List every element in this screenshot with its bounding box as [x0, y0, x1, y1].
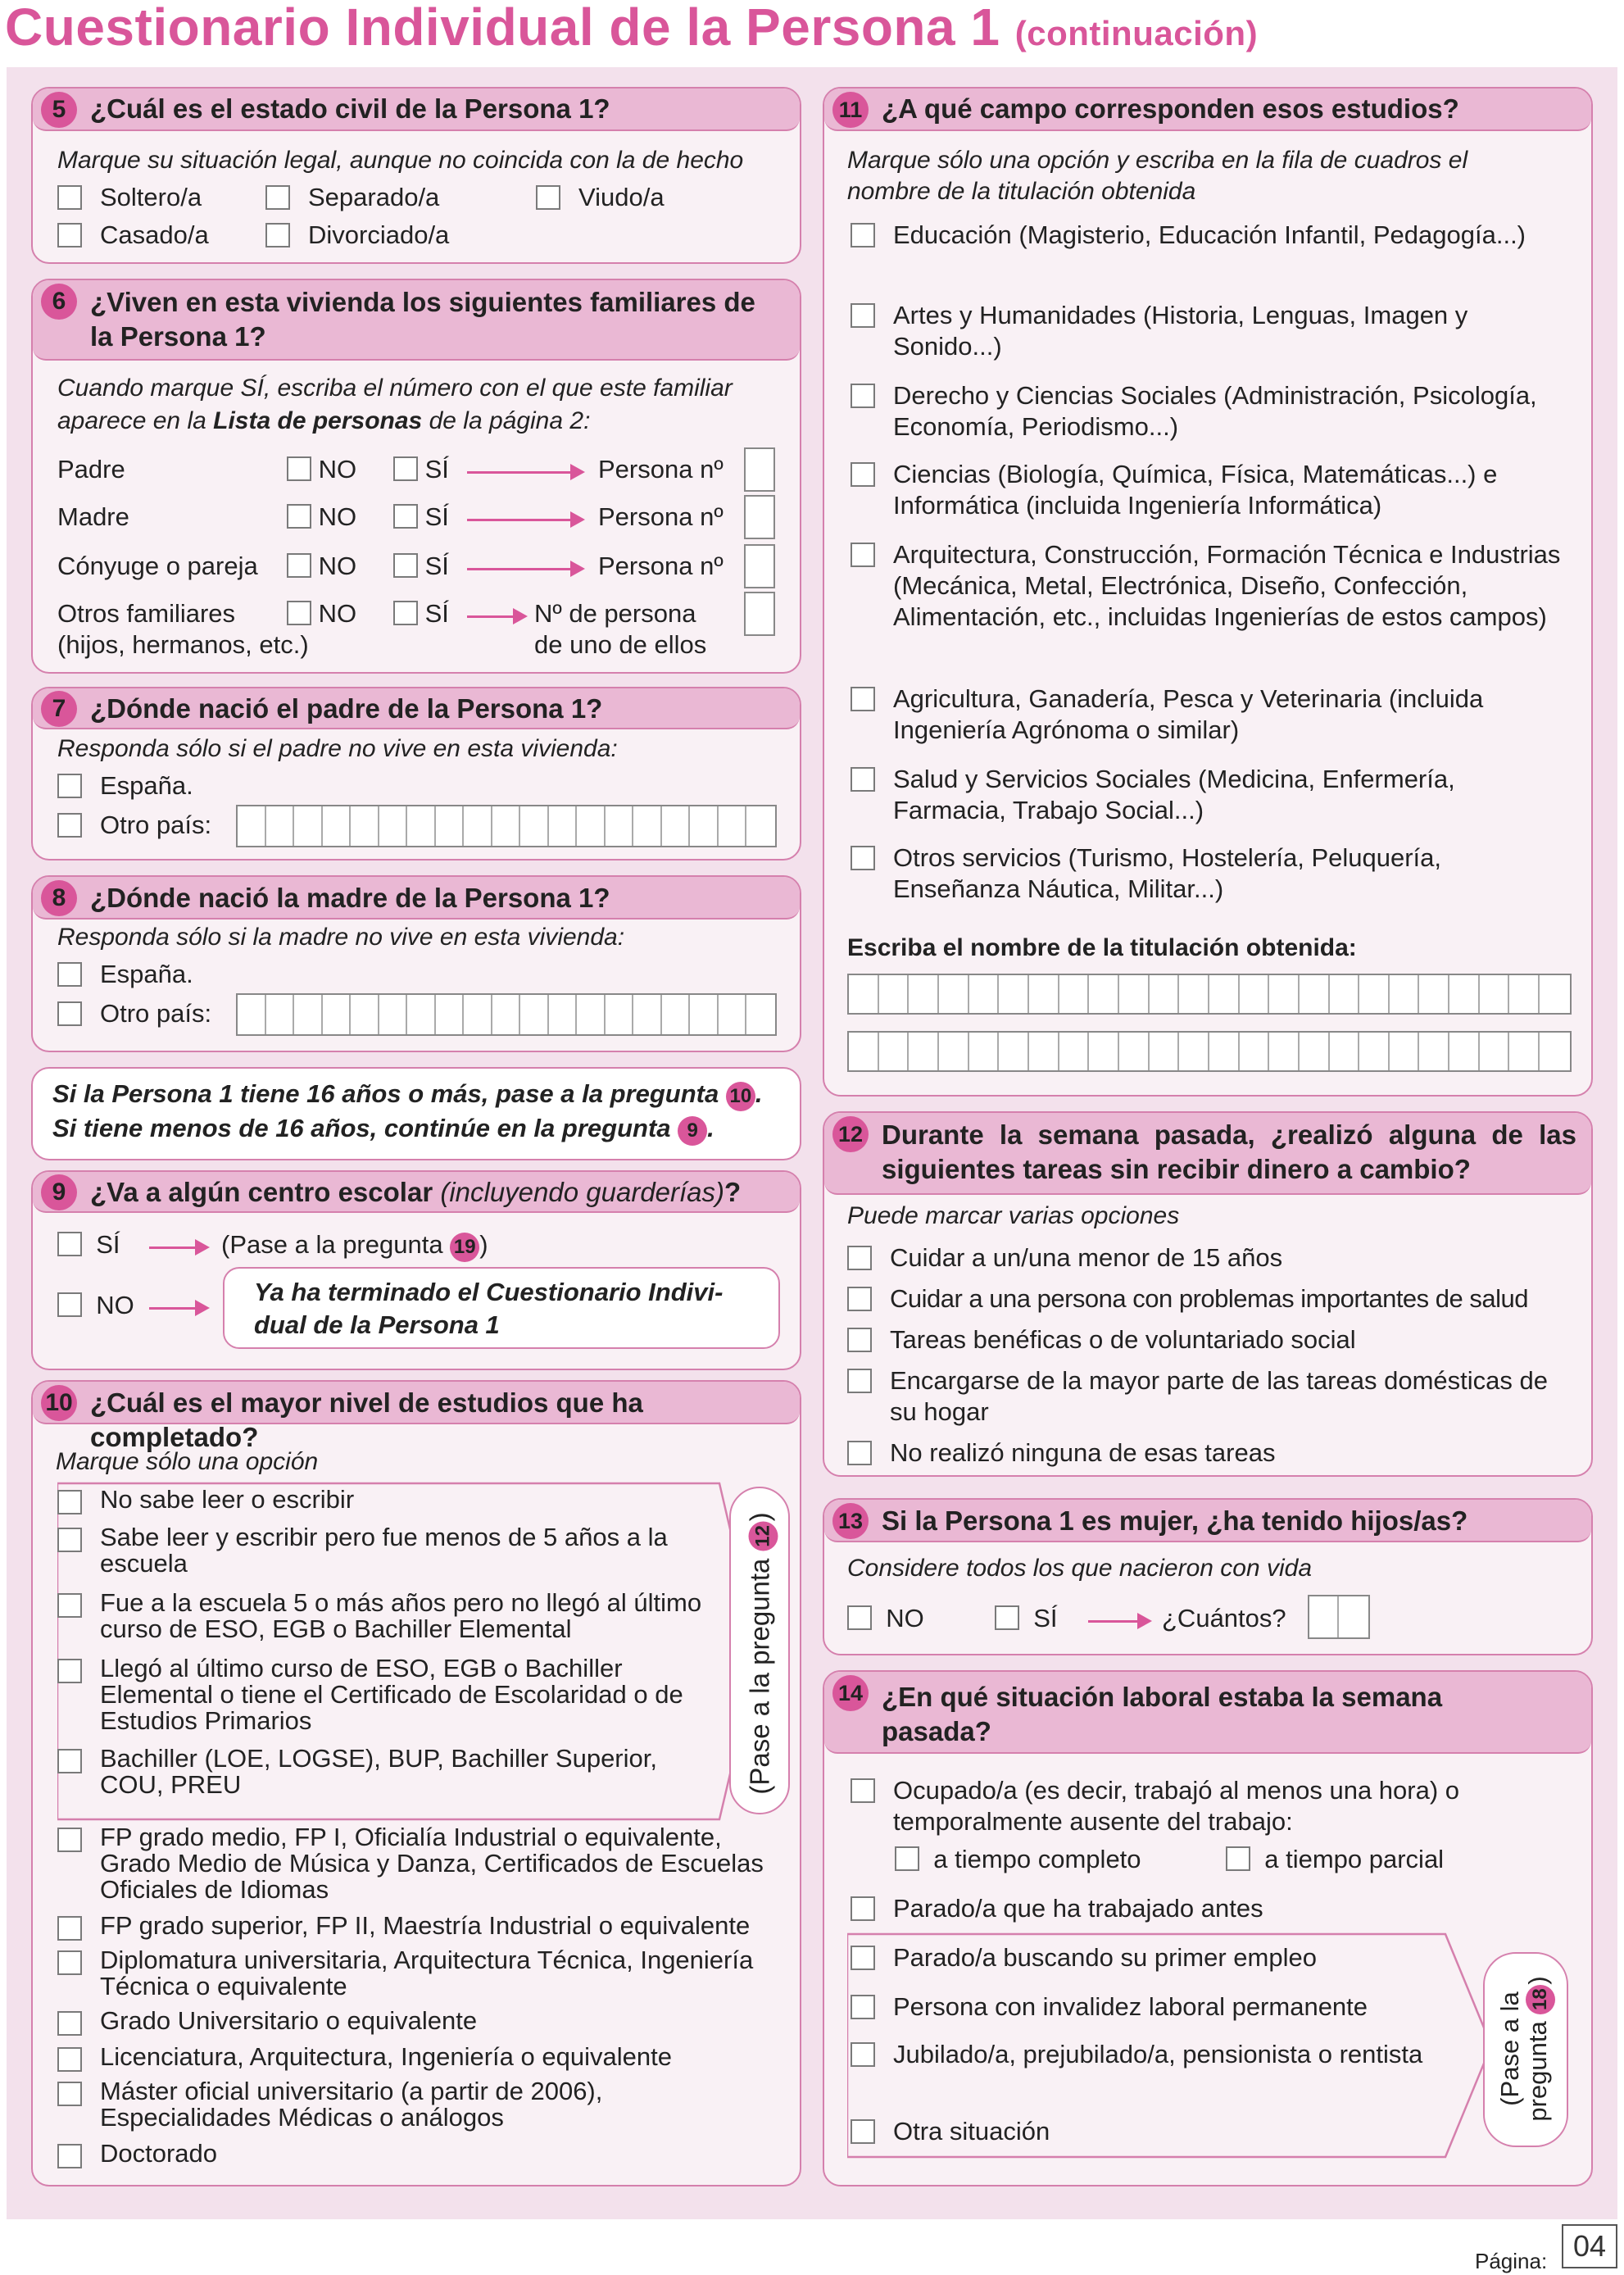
char-cell[interactable] [549, 806, 578, 846]
yes-option[interactable]: SÍ [57, 1229, 120, 1260]
question-number: 9 [41, 1174, 77, 1210]
char-cell[interactable] [1359, 975, 1390, 1013]
goto-text: (Pase a la pregunta 12) [745, 1490, 778, 1818]
char-cell[interactable] [1330, 1033, 1360, 1070]
arrow-icon [149, 1246, 206, 1249]
char-cell[interactable] [606, 995, 634, 1034]
char-cell[interactable] [351, 995, 379, 1034]
question-title: ¿Dónde nació la madre de la Persona 1? [90, 883, 610, 913]
char-cell[interactable] [1269, 975, 1300, 1013]
char-cell[interactable] [1419, 1033, 1449, 1070]
char-cell[interactable] [662, 806, 691, 846]
char-cell[interactable] [1150, 1033, 1180, 1070]
char-cell[interactable] [407, 806, 436, 846]
char-cell[interactable] [238, 995, 266, 1034]
question-11: 11 ¿A qué campo corresponden esos estudios? Marque sólo una opción y escriba en la fila de cuadros el nombre de la titulación obtenida Educación (Magisterio, Educación Infantil, Pedagogía...) Artes y Humanidades (Historia, Lenguas, Imagen y Sonido...) Derecho y Ciencias Sociales (Administración, Psicología, Economía, Periodismo...) Ciencias (Biología, Química, Física, Matemáticas...) e Informática (incluida Ingeniería Informática) Arquitectura, Construcción, Formación Técnica e Industrias (Mecánica, Metal, Electrónica, Diseño, Confección, Alimentación, etc., incluidas Ingenierías de estos campos) Agricultura, Ganadería, Pesca y Veterinaria (incluida Ingeniería Agrónoma o similar) Salud y Servicios Sociales (Medicina, Enfermería, Farmacia, Trabajo Social...) Otros servicios (Turismo, Hostelería, Peluquería, Enseñanza Náutica, Militar...) Escriba el nombre de la titulación obtenida: [823, 87, 1593, 1097]
char-cell[interactable] [1509, 975, 1540, 1013]
char-cell[interactable] [746, 806, 775, 846]
char-cell[interactable] [549, 995, 578, 1034]
yes-option[interactable]: SÍ [995, 1603, 1058, 1634]
question-10: 10 ¿Cuál es el mayor nivel de estudios que ha completado? Marque sólo una opción No sabe leer o escribir Sabe leer y escribir pero fue menos de 5 años a la escuela Fue a la escuela 5 o más años pero no llegó al último curso de ESO, EGB o Bachiller Elemental Llegó al último curso de ESO, EGB o Bachiller Elemental o tiene el Certificado de Escolaridad o de Estudios Primarios Bachiller (LOE, LOGSE), BUP, Bachiller Superior, COU, PREU (Pase a la pregunta 12) FP grado medio, FP I, Oficialía Industrial o equivalente, Grado Medio de Música y Danza, Certificados de Escuelas Oficiales de Idiomas FP grado superior, FP II, Maestría Industrial o equivalente Diplomatura universitaria, Arquitectura Técnica, Ingeniería Técnica o equivalente Grado Universitario o equivalente Licenciatura, Arquitectura, Ingeniería o equivalente Máster oficial universitario (a partir de 2006), Especialidades Médicas o análogos Doctorado [31, 1380, 801, 2186]
question-number: 12 [832, 1116, 869, 1152]
char-cell[interactable] [379, 995, 408, 1034]
question-12: 12 Durante la semana pasada, ¿realizó alguna de las siguientes tareas sin recibir dinero a cambio? Puede marcar varias opciones Cuidar a un/una menor de 15 años Cuidar a una persona con problemas importantes de salud Tareas benéficas o de voluntariado social Encargarse de la mayor parte de las tareas domésticas de su hogar No realizó ninguna de esas tareas [823, 1111, 1593, 1477]
char-cell[interactable] [1089, 975, 1119, 1013]
char-cell[interactable] [1150, 975, 1180, 1013]
part-time-option[interactable]: a tiempo parcial [1226, 1844, 1444, 1875]
instruction: Marque sólo una opción [56, 1448, 319, 1475]
char-cell[interactable] [266, 995, 295, 1034]
char-cell[interactable] [1179, 1033, 1209, 1070]
no-option[interactable]: NO [287, 454, 356, 485]
char-cell[interactable] [1540, 1033, 1570, 1070]
char-cell[interactable] [939, 975, 969, 1013]
goto-pill [729, 1487, 790, 1814]
question-number: 5 [41, 92, 77, 128]
char-cell[interactable] [1300, 975, 1330, 1013]
char-cell[interactable] [464, 995, 492, 1034]
char-cell[interactable] [746, 995, 775, 1034]
char-cell[interactable] [849, 1033, 879, 1070]
instruction: Marque sólo una opción y escriba en la fila de cuadros el [847, 147, 1468, 174]
char-cell[interactable] [323, 806, 352, 846]
char-cell[interactable] [436, 806, 465, 846]
person-number-box[interactable] [744, 544, 775, 588]
question-number: 6 [41, 284, 77, 320]
instruction: Responda sólo si la madre no vive en esta vivienda: [57, 924, 625, 951]
char-cell[interactable] [379, 806, 408, 846]
end-message: Ya ha terminado el Cuestionario Indivi- dual de la Persona 1 [223, 1267, 780, 1349]
instruction-line-2: nombre de la titulación obtenida [847, 178, 1196, 205]
char-cell[interactable] [1240, 975, 1270, 1013]
person-number-box[interactable] [744, 592, 775, 636]
question-title: ¿Cuál es el mayor nivel de estudios que ha completado? [90, 1387, 643, 1452]
arrow-icon [467, 519, 582, 521]
char-cell[interactable] [1480, 1033, 1510, 1070]
routing-note [31, 1067, 801, 1160]
char-cell[interactable] [1179, 975, 1209, 1013]
page-number: 04 [1562, 2224, 1617, 2268]
arrow-icon [467, 615, 524, 618]
question-title: ¿En qué situación laboral estaba la semana pasada? [882, 1682, 1443, 1746]
char-cell[interactable] [436, 995, 465, 1034]
question-number: 10 [41, 1385, 77, 1421]
char-cell[interactable] [1089, 1033, 1119, 1070]
note-line-2: Si tiene menos de 16 años, continúe en la pregunta 9 . [52, 1113, 714, 1146]
no-option[interactable]: NO [287, 502, 356, 533]
instruction: Considere todos los que nacieron con vida [847, 1555, 1313, 1582]
country-input-grid[interactable] [236, 805, 777, 847]
char-cell[interactable] [294, 995, 323, 1034]
char-cell[interactable] [662, 995, 691, 1034]
question-title: Durante la semana pasada, ¿realizó alguna de las siguientes tareas sin recibir dinero a cambio? [882, 1119, 1576, 1184]
char-cell[interactable] [1209, 1033, 1240, 1070]
checkbox[interactable] [57, 223, 82, 247]
yes-option[interactable]: SÍ [393, 551, 449, 582]
target-label: Persona nº [598, 455, 724, 484]
char-cell[interactable] [1029, 1033, 1059, 1070]
char-cell[interactable] [879, 975, 910, 1013]
yes-option[interactable]: SÍ [393, 454, 449, 485]
target-label: Persona nº [598, 502, 724, 531]
question-number: 7 [41, 691, 77, 727]
target-label-2: de uno de ellos [534, 630, 707, 659]
question-ref: 9 [678, 1116, 707, 1146]
question-title: Si la Persona 1 es mujer, ¿ha tenido hijos/as? [882, 1505, 1468, 1536]
no-option[interactable]: NO [57, 1290, 134, 1321]
page-title [5, 0, 1258, 57]
char-cell[interactable] [999, 1033, 1029, 1070]
char-cell[interactable] [1339, 1596, 1368, 1637]
char-cell[interactable] [351, 806, 379, 846]
char-cell[interactable] [939, 1033, 969, 1070]
char-cell[interactable] [879, 1033, 910, 1070]
arrow-icon [149, 1307, 206, 1310]
question-title: ¿Va a algún centro escolar (incluyendo guarderías)? [90, 1177, 742, 1207]
char-cell[interactable] [1240, 1033, 1270, 1070]
person-number-box[interactable] [744, 447, 775, 492]
char-cell[interactable] [1509, 1033, 1540, 1070]
char-cell[interactable] [464, 806, 492, 846]
char-cell[interactable] [969, 1033, 1000, 1070]
row-label-2: (hijos, hermanos, etc.) [57, 630, 309, 659]
char-cell[interactable] [633, 806, 662, 846]
degree-input-row-2[interactable] [847, 1031, 1572, 1072]
char-cell[interactable] [323, 995, 352, 1034]
checkbox[interactable] [265, 185, 290, 210]
page-label: Página: [1475, 2249, 1548, 2273]
full-time-option[interactable]: a tiempo completo [895, 1844, 1141, 1875]
row-label: Madre [57, 502, 129, 531]
goto-note: (Pase a la pregunta 19 ) [221, 1229, 488, 1262]
instruction: Responda sólo si el padre no vive en esta vivienda: [57, 735, 618, 762]
char-cell[interactable] [690, 806, 719, 846]
char-cell[interactable] [238, 806, 266, 846]
char-cell[interactable] [1480, 975, 1510, 1013]
char-cell[interactable] [407, 995, 436, 1034]
arrow-icon [467, 471, 582, 474]
question-number: 11 [832, 92, 869, 128]
instruction: Puede marcar varias opciones [847, 1202, 1180, 1229]
arrow-icon [467, 568, 582, 570]
question-13 [823, 1498, 1593, 1655]
char-cell[interactable] [1540, 975, 1570, 1013]
char-cell[interactable] [520, 995, 549, 1034]
question-title: ¿A qué campo corresponden esos estudios? [882, 93, 1459, 124]
char-cell[interactable] [577, 995, 606, 1034]
instruction: Marque su situación legal, aunque no coincida con la de hecho [57, 147, 744, 174]
question-number: 13 [832, 1503, 869, 1539]
char-cell[interactable] [266, 806, 295, 846]
no-option[interactable]: NO [287, 551, 356, 582]
write-label: Escriba el nombre de la titulación obtenida: [847, 934, 1357, 961]
char-cell[interactable] [1330, 975, 1360, 1013]
char-cell[interactable] [1300, 1033, 1330, 1070]
char-cell[interactable] [1390, 975, 1420, 1013]
row-label: Otros familiares [57, 599, 236, 628]
how-many-label: ¿Cuántos? [1162, 1604, 1286, 1632]
char-cell[interactable] [969, 975, 1000, 1013]
char-cell[interactable] [1449, 975, 1480, 1013]
instruction-line-2: aparece en la Lista de personas de la página 2: [57, 407, 591, 434]
question-14: 14 ¿En qué situación laboral estaba la semana pasada? Ocupado/a (es decir, trabajó al menos una hora) o temporalmente ausente del trabajo: a tiempo completo a tiempo parcial Parado/a que ha trabajado antes Parado/a buscando su primer empleo Persona con invalidez laboral permanente Jubilado/a, prejubilado/a, pensionista o rentista Otra situación (Pase a la pregunta 18) [823, 1670, 1593, 2186]
char-cell[interactable] [849, 975, 879, 1013]
title-main: Cuestionario Individual de la Persona 1 [5, 0, 1000, 57]
char-cell[interactable] [1359, 1033, 1390, 1070]
yes-option[interactable]: SÍ [393, 502, 449, 533]
char-cell[interactable] [1419, 975, 1449, 1013]
question-title: ¿Viven en esta vivienda los siguientes familiares de la Persona 1? [90, 287, 755, 352]
question-ref: 10 [726, 1082, 755, 1111]
char-cell[interactable] [719, 806, 747, 846]
question-7: 7 ¿Dónde nació el padre de la Persona 1? Responda sólo si el padre no vive en esta vivienda: España. Otro país: [31, 687, 801, 861]
question-number: 14 [832, 1675, 869, 1711]
goto-text: (Pase a la pregunta 18) [1496, 1950, 1555, 2147]
instruction: Cuando marque SÍ, escriba el número con el que este familiar [57, 375, 733, 402]
checkbox[interactable] [57, 185, 82, 210]
no-option[interactable]: NO [847, 1603, 924, 1634]
char-cell[interactable] [909, 1033, 939, 1070]
checkbox[interactable] [265, 223, 290, 247]
target-label: Nº de persona [534, 599, 696, 628]
char-cell[interactable] [294, 806, 323, 846]
yes-option[interactable]: SÍ [393, 598, 449, 629]
char-cell[interactable] [1269, 1033, 1300, 1070]
question-title: ¿Dónde nació el padre de la Persona 1? [90, 693, 603, 724]
country-input-grid[interactable] [236, 993, 777, 1036]
char-cell[interactable] [719, 995, 747, 1034]
row-label: Padre [57, 455, 125, 484]
char-cell[interactable] [690, 995, 719, 1034]
char-cell[interactable] [1029, 975, 1059, 1013]
title-sub: (continuación) [1014, 14, 1259, 52]
char-cell[interactable] [1059, 975, 1090, 1013]
question-6 [31, 279, 801, 674]
note-line-1: Si la Persona 1 tiene 16 años o más, pase a la pregunta 10 . [52, 1078, 762, 1111]
char-cell[interactable] [909, 975, 939, 1013]
char-cell[interactable] [1309, 1596, 1339, 1637]
char-cell[interactable] [1119, 975, 1150, 1013]
question-9 [31, 1170, 801, 1370]
char-cell[interactable] [1209, 975, 1240, 1013]
question-number: 8 [41, 880, 77, 916]
goto-pill [1483, 1952, 1568, 2147]
char-cell[interactable] [1059, 1033, 1090, 1070]
person-number-box[interactable] [744, 495, 775, 539]
char-cell[interactable] [999, 975, 1029, 1013]
char-cell[interactable] [1390, 1033, 1420, 1070]
row-label: Cónyuge o pareja [57, 552, 258, 580]
char-cell[interactable] [1449, 1033, 1480, 1070]
target-label: Persona nº [598, 552, 724, 580]
char-cell[interactable] [1119, 1033, 1150, 1070]
char-cell[interactable] [577, 806, 606, 846]
char-cell[interactable] [492, 995, 521, 1034]
checkbox[interactable] [536, 185, 560, 210]
char-cell[interactable] [520, 806, 549, 846]
no-option[interactable]: NO [287, 598, 356, 629]
char-cell[interactable] [633, 995, 662, 1034]
degree-input-row-1[interactable] [847, 974, 1572, 1015]
question-5: 5 ¿Cuál es el estado civil de la Persona 1? Marque su situación legal, aunque no coincida con la de hecho Soltero/a Separado/a Viudo/a Casado/a Divorciado/a [31, 87, 801, 264]
question-title: ¿Cuál es el estado civil de la Persona 1? [90, 93, 610, 124]
char-cell[interactable] [492, 806, 521, 846]
char-cell[interactable] [606, 806, 634, 846]
question-8: 8 ¿Dónde nació la madre de la Persona 1? Responda sólo si la madre no vive en esta vivienda: España. Otro país: [31, 875, 801, 1052]
children-count-input[interactable] [1308, 1595, 1370, 1639]
arrow-icon [1088, 1620, 1149, 1623]
